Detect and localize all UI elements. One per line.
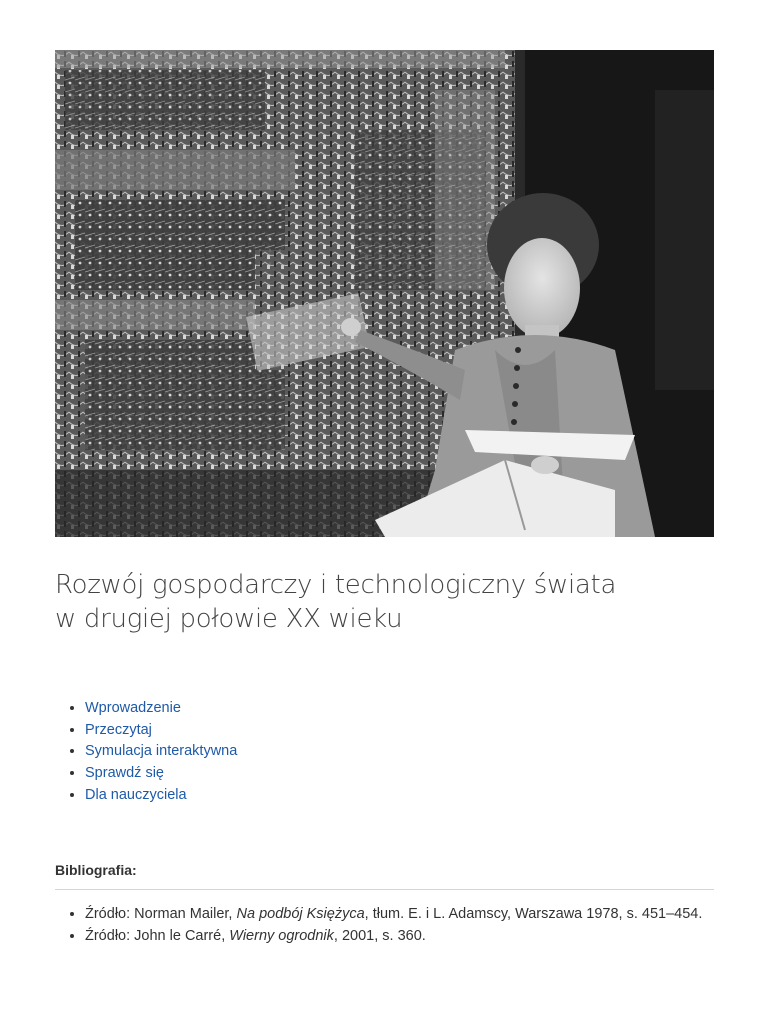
page-title xyxy=(55,568,695,636)
bibliography-divider xyxy=(55,889,714,890)
bibliography-entry-work: Na podbój Księżyca xyxy=(236,906,365,922)
bibliography-entry-work: Wierny ogrodnik xyxy=(229,927,334,944)
page-title-line-2: w drugiej połowie XX wieku xyxy=(55,604,403,634)
bibliography-entry-suffix: , tłum. E. i L. Adamscy, Warszawa 1978, s. 451–454. xyxy=(364,906,703,922)
toc-link-simulation[interactable]: Symulacja interaktywna xyxy=(85,743,238,760)
bibliography-heading: Bibliografia: xyxy=(55,862,137,878)
bibliography-entry-suffix: , 2001, s. 360. xyxy=(333,927,426,944)
toc-item-check-yourself xyxy=(85,763,237,785)
bibliography-entry xyxy=(85,926,705,948)
toc-link-check-yourself[interactable]: Sprawdź się xyxy=(85,765,164,782)
toc-item-read xyxy=(85,720,237,742)
toc-link-read[interactable]: Przeczytaj xyxy=(85,721,152,738)
toc-link-for-teacher[interactable]: Dla nauczyciela xyxy=(85,786,187,803)
toc-link-introduction[interactable]: Wprowadzenie xyxy=(85,700,181,716)
hero-photo xyxy=(55,50,714,537)
bibliography-entry-prefix: Źródło: Norman Mailer, xyxy=(85,906,237,922)
bibliography-entry-prefix: Źródło: John le Carré, xyxy=(85,927,230,944)
bibliography-list xyxy=(55,904,705,947)
table-of-contents xyxy=(55,698,237,807)
toc-item-simulation xyxy=(85,741,237,763)
toc-item-for-teacher xyxy=(85,785,237,807)
toc-item-introduction xyxy=(85,698,237,720)
historic-computer-photo-icon xyxy=(55,50,714,537)
page-title-line-1: Rozwój gospodarczy i technologiczny świata xyxy=(55,570,617,600)
bibliography-entry xyxy=(85,904,705,926)
